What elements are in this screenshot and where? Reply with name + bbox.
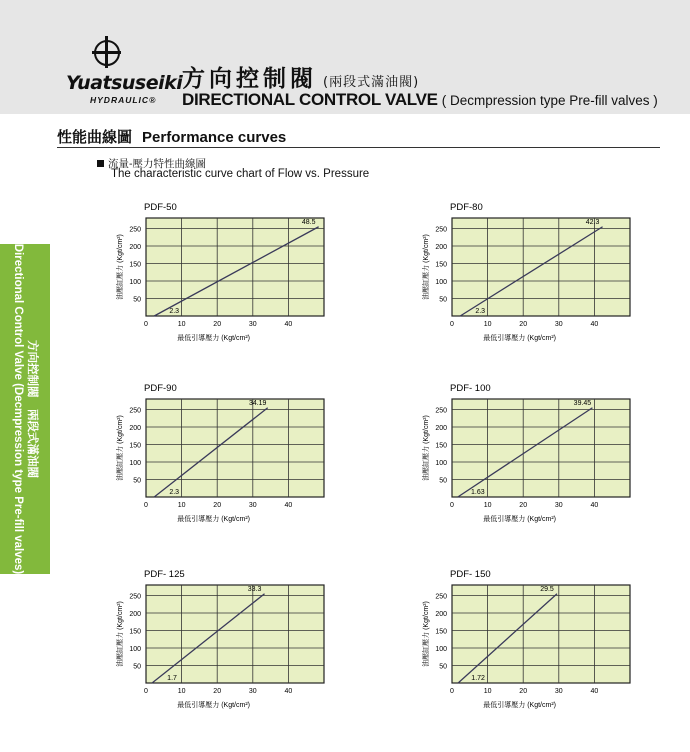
y-tick-label: 100 — [435, 279, 447, 286]
y-axis-label: 油壓缸壓力 (Kgt/cm²) — [117, 601, 124, 667]
brand-name: Yuatsuseiki — [66, 72, 183, 94]
y-axis-label: 油壓缸壓力 (Kgt/cm²) — [117, 234, 124, 300]
chart-title: PDF-90 — [144, 383, 177, 394]
y-tick-label: 200 — [129, 611, 141, 618]
end-value-label: 42.3 — [585, 218, 600, 226]
plot-area — [452, 399, 630, 497]
x-tick-label: 30 — [248, 321, 257, 328]
x-tick-label: 30 — [554, 502, 563, 509]
y-axis-label: 油壓缸壓力 (Kgt/cm²) — [423, 234, 430, 300]
y-tick-label: 250 — [129, 226, 141, 234]
side-tab-line-zh: 方向控制閥 兩段式滿油閥 — [26, 339, 38, 478]
section-heading-en: Performance curves — [142, 129, 287, 146]
chart-title: PDF- 150 — [450, 569, 491, 580]
x-tick-label: 20 — [519, 321, 528, 328]
y-tick-label: 50 — [133, 663, 141, 671]
x-tick-label: 20 — [519, 688, 528, 695]
chart-title: PDF-80 — [450, 202, 483, 213]
chart-title: PDF- 100 — [450, 383, 491, 394]
x-tick-label: 20 — [213, 502, 222, 509]
x-tick-label: 30 — [248, 502, 257, 509]
y-tick-label: 100 — [129, 279, 141, 286]
x-axis-label: 最低引導壓力 (Kgt/cm²) — [177, 702, 251, 709]
chart-4 — [416, 381, 636, 531]
chart-2 — [416, 200, 636, 350]
x-tick-label: 30 — [248, 688, 257, 695]
start-value-label: 2.3 — [475, 308, 486, 315]
x-tick-label: 30 — [554, 688, 563, 695]
x-tick-label: 0 — [450, 321, 454, 328]
plot-area — [452, 218, 630, 316]
title-en-sub: ( Decmpression type Pre-fill valves ) — [441, 93, 658, 108]
y-tick-label: 50 — [133, 477, 141, 485]
x-tick-label: 40 — [590, 321, 599, 328]
y-tick-label: 150 — [435, 261, 447, 269]
title-zh-sub: (兩段式滿油閥) — [323, 75, 420, 90]
x-tick-label: 40 — [284, 688, 293, 695]
plot-area — [146, 585, 324, 683]
y-tick-label: 200 — [129, 425, 141, 432]
section-heading-zh: 性能曲線圖 — [57, 129, 133, 146]
end-value-label: 33.3 — [247, 585, 262, 593]
y-tick-label: 250 — [435, 407, 447, 415]
y-tick-label: 150 — [435, 628, 447, 636]
x-tick-label: 0 — [144, 688, 148, 695]
start-value-label: 1.7 — [167, 675, 177, 682]
plot-area — [146, 218, 324, 316]
x-axis-label: 最低引導壓力 (Kgt/cm²) — [177, 516, 251, 523]
x-tick-label: 0 — [144, 321, 148, 328]
x-tick-label: 10 — [483, 688, 492, 695]
brand-logo — [66, 40, 183, 112]
brand-subtitle: HYDRAULIC® — [90, 95, 157, 105]
end-value-label: 29.5 — [540, 585, 554, 593]
x-tick-label: 0 — [144, 502, 148, 509]
x-axis-label: 最低引導壓力 (Kgt/cm²) — [483, 516, 557, 523]
y-tick-label: 50 — [439, 296, 447, 304]
y-tick-label: 150 — [129, 261, 141, 269]
chart-title: PDF-50 — [144, 202, 177, 213]
caption-zh-text: 流量-壓力特性曲線圖 — [108, 158, 206, 170]
x-tick-label: 40 — [590, 688, 599, 695]
x-tick-label: 10 — [483, 321, 492, 328]
chart-5 — [110, 567, 330, 717]
x-tick-label: 20 — [519, 502, 528, 509]
x-tick-label: 0 — [450, 688, 454, 695]
x-tick-label: 10 — [177, 688, 186, 695]
y-tick-label: 200 — [129, 244, 141, 251]
x-axis-label: 最低引導壓力 (Kgt/cm²) — [177, 335, 251, 342]
x-axis-label: 最低引導壓力 (Kgt/cm²) — [483, 335, 557, 342]
plot-area — [452, 585, 630, 683]
section-heading — [57, 126, 286, 147]
end-value-label: 34.19 — [248, 399, 267, 407]
x-tick-label: 10 — [177, 502, 186, 509]
x-tick-label: 10 — [177, 321, 186, 328]
y-tick-label: 200 — [435, 244, 447, 251]
y-tick-label: 50 — [439, 663, 447, 671]
start-value-label: 1.72 — [471, 675, 485, 682]
chart-caption-en: The characteristic curve chart of Flow vs. Pressure — [111, 168, 370, 180]
y-tick-label: 150 — [435, 442, 447, 450]
x-axis-label: 最低引導壓力 (Kgt/cm²) — [483, 702, 557, 709]
x-tick-label: 10 — [483, 502, 492, 509]
y-tick-label: 250 — [129, 407, 141, 415]
y-axis-label: 油壓缸壓力 (Kgt/cm²) — [117, 415, 124, 481]
side-tab-text — [11, 244, 39, 574]
y-tick-label: 100 — [435, 646, 447, 653]
x-tick-label: 20 — [213, 321, 222, 328]
chart-3 — [110, 381, 330, 531]
y-tick-label: 200 — [435, 611, 447, 618]
section-divider — [57, 147, 660, 148]
title-chinese — [182, 60, 419, 93]
title-zh-main: 方向控制閥 — [182, 66, 317, 92]
y-tick-label: 200 — [435, 425, 447, 432]
y-axis-label: 油壓缸壓力 (Kgt/cm²) — [423, 415, 430, 481]
title-english — [182, 90, 658, 110]
y-tick-label: 50 — [439, 477, 447, 485]
y-tick-label: 250 — [435, 226, 447, 234]
x-tick-label: 0 — [450, 502, 454, 509]
y-tick-label: 100 — [129, 460, 141, 467]
end-value-label: 39.45 — [573, 399, 592, 407]
y-tick-label: 50 — [133, 296, 141, 304]
chart-1 — [110, 200, 330, 350]
x-tick-label: 40 — [284, 321, 293, 328]
y-axis-label: 油壓缸壓力 (Kgt/cm²) — [423, 601, 430, 667]
y-tick-label: 150 — [129, 628, 141, 636]
x-tick-label: 30 — [554, 321, 563, 328]
start-value-label: 2.3 — [169, 308, 180, 315]
y-tick-label: 250 — [129, 593, 141, 601]
y-tick-label: 100 — [435, 460, 447, 467]
title-en-main: DIRECTIONAL CONTROL VALVE — [182, 90, 438, 109]
end-value-label: 48.5 — [301, 218, 316, 226]
start-value-label: 1.63 — [470, 489, 485, 496]
page-header — [0, 0, 690, 114]
y-tick-label: 100 — [129, 646, 141, 653]
square-bullet-icon — [97, 160, 104, 167]
logo-crosshair-icon — [94, 40, 120, 66]
y-tick-label: 250 — [435, 593, 447, 601]
start-value-label: 2.3 — [169, 489, 180, 496]
x-tick-label: 40 — [284, 502, 293, 509]
x-tick-label: 20 — [213, 688, 222, 695]
side-tab-line-en: Directional Control Valve (Decmpression type Pre-fill valves) — [12, 243, 24, 575]
y-tick-label: 150 — [129, 442, 141, 450]
chart-6 — [416, 567, 636, 717]
x-tick-label: 40 — [590, 502, 599, 509]
chart-title: PDF- 125 — [144, 569, 185, 580]
